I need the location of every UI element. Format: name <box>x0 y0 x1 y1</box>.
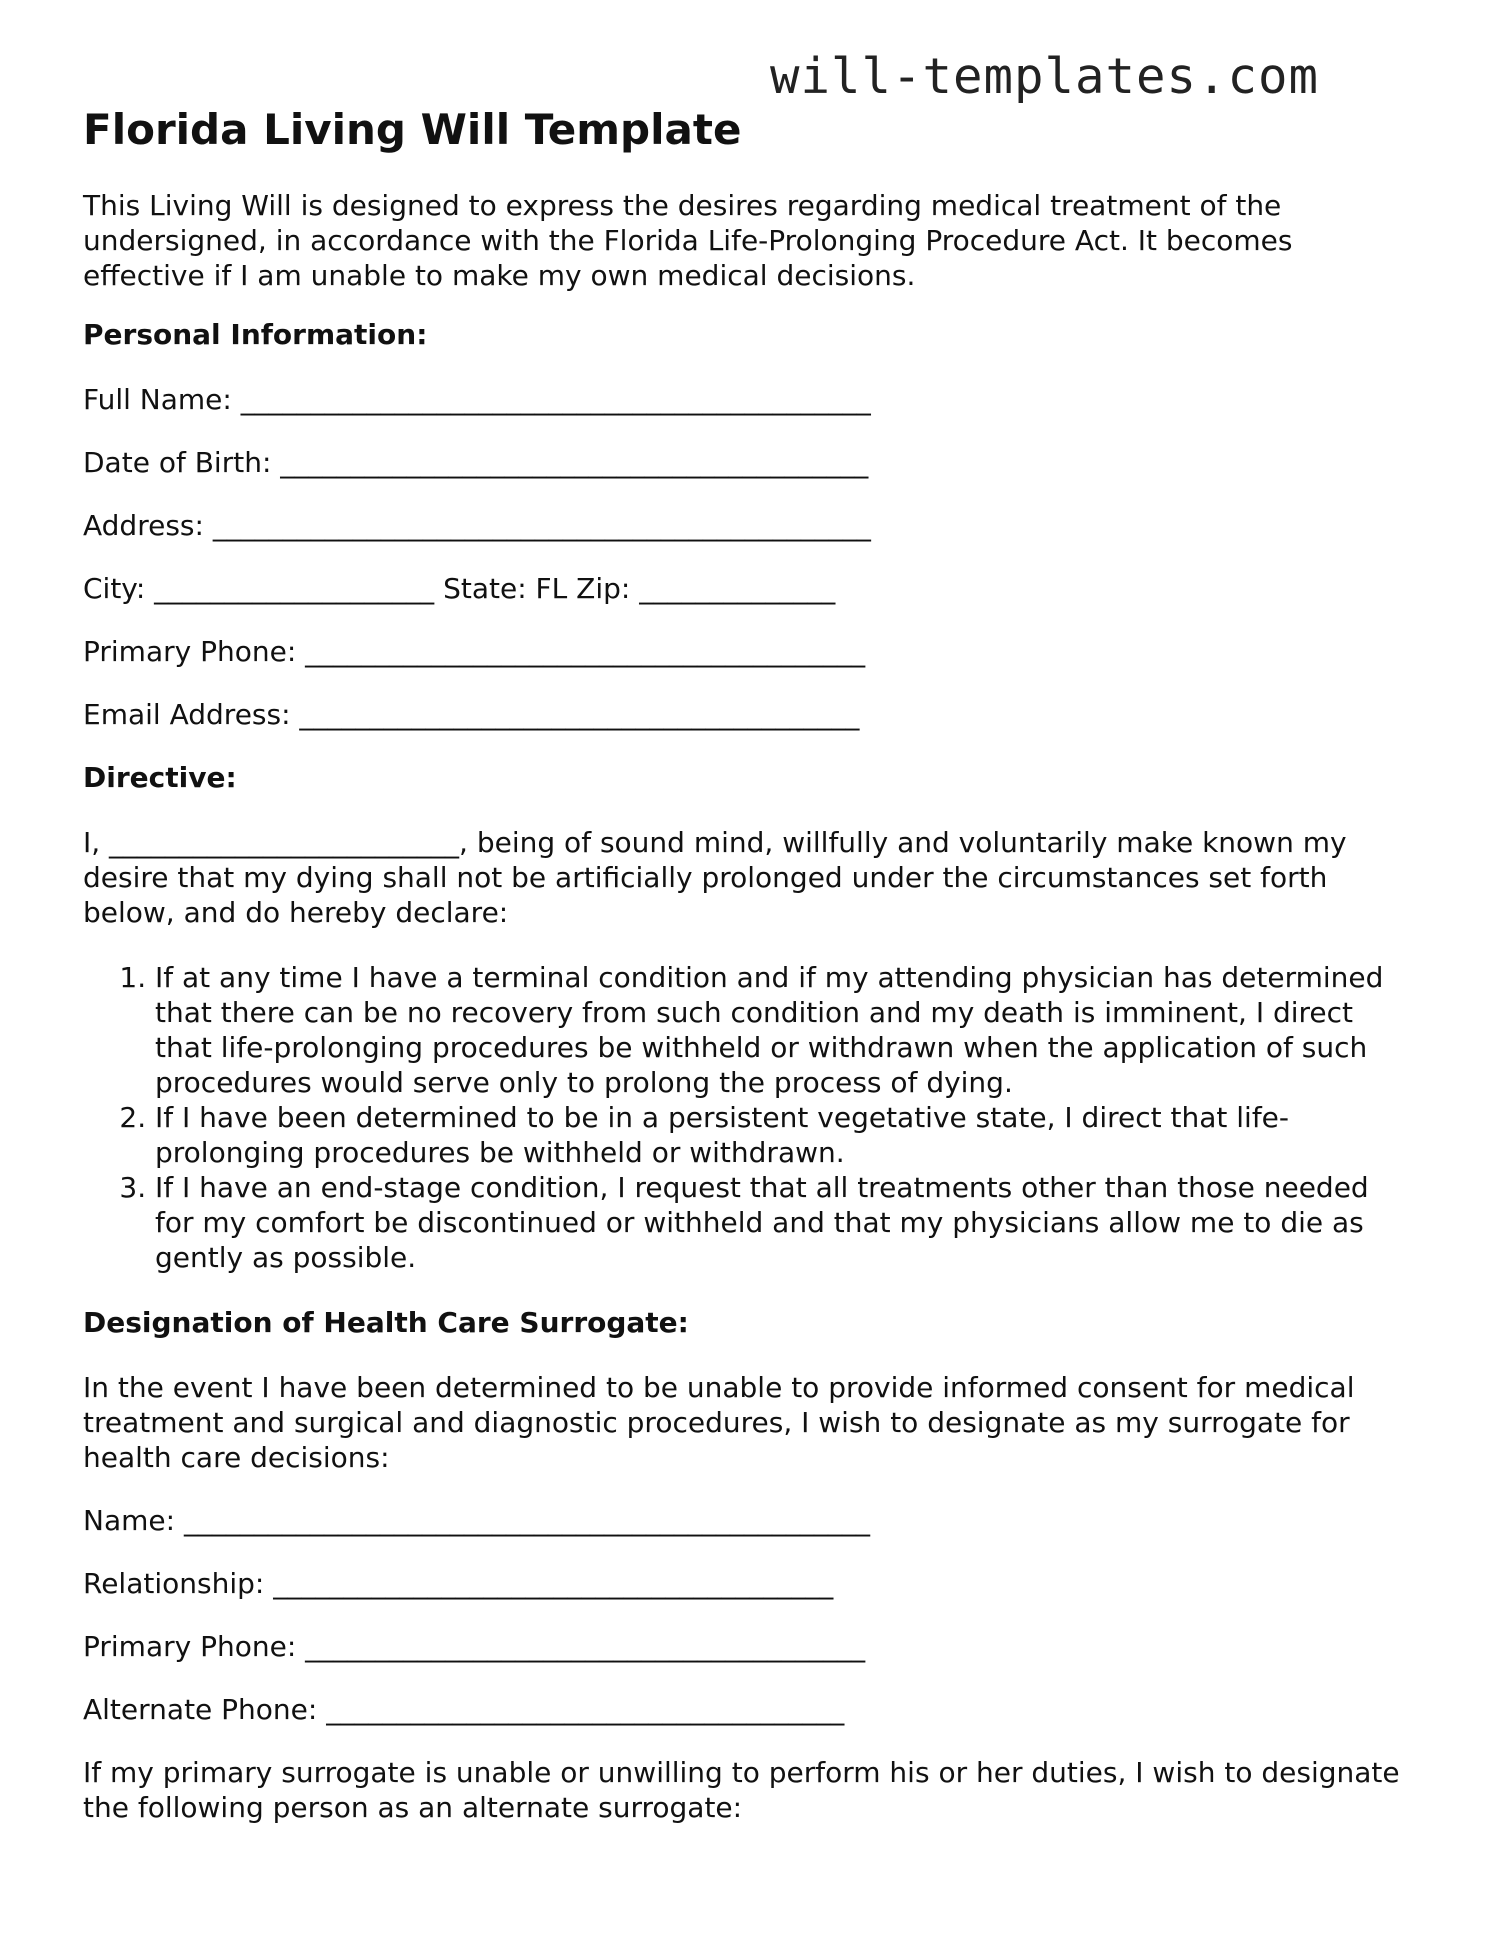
watermark-logo: will-templates.com <box>770 48 1320 105</box>
full-name-field[interactable]: Full Name: _____________________________________________ <box>83 383 871 416</box>
surrogate-alternate-phone-field[interactable]: Alternate Phone: _____________________________________ <box>83 1693 845 1726</box>
document-page <box>83 100 1413 1825</box>
personal-info-heading: Personal Information: <box>83 318 428 351</box>
surrogate-heading: Designation of Health Care Surrogate: <box>83 1306 689 1339</box>
directive-opening: I, _________________________, being of sound mind, willfully and voluntarily make known my desire that my dying shall not be artificially prolonged under the circumstances set forth below, and do hereby declare: <box>83 826 1347 929</box>
surrogate-name-field[interactable]: Name: _________________________________________________ <box>83 1504 870 1537</box>
surrogate-relationship-field[interactable]: Relationship: ________________________________________ <box>83 1567 834 1600</box>
email-address-field[interactable]: Email Address: ________________________________________ <box>83 698 860 731</box>
directive-list <box>83 960 1413 1275</box>
primary-phone-field[interactable]: Primary Phone: ________________________________________ <box>83 635 866 668</box>
directive-heading: Directive: <box>83 761 237 794</box>
city-state-zip-field[interactable]: City: ____________________ State: FL Zip: ______________ <box>83 572 836 605</box>
alternate-surrogate-intro: If my primary surrogate is unable or unwilling to perform his or her duties, I wish to designate the following person as an alternate surrogate: <box>83 1756 1400 1824</box>
page-title: Florida Living Will Template <box>83 105 742 154</box>
directive-item-1: 1. If at any time I have a terminal condition and if my attending physician has determined that there can be no recovery from such condition and my death is imminent, I direct that life-prolonging procedures be withheld or withdrawn when the application of such procedures would serve only to prolong the process of dying. <box>155 960 1413 1100</box>
surrogate-intro: In the event I have been determined to be unable to provide informed consent for medical treatment and surgical and diagnostic procedures, I wish to designate as my surrogate for health care decisions: <box>83 1371 1355 1474</box>
surrogate-primary-phone-field[interactable]: Primary Phone: ________________________________________ <box>83 1630 866 1663</box>
address-field[interactable]: Address: _______________________________________________ <box>83 509 871 542</box>
intro-paragraph: This Living Will is designed to express the desires regarding medical treatment of the undersigned, in accordance with the Florida Life-Prolonging Procedure Act. It becomes effective if I am unable to make my own medical decisions. <box>83 189 1293 292</box>
date-of-birth-field[interactable]: Date of Birth: __________________________________________ <box>83 446 869 479</box>
directive-item-3: 3. If I have an end-stage condition, I request that all treatments other than those needed for my comfort be discontinued or withheld and that my physicians allow me to die as gently as possible. <box>155 1170 1413 1275</box>
directive-item-2: 2. If I have been determined to be in a persistent vegetative state, I direct that life-prolonging procedures be withheld or withdrawn. <box>155 1100 1413 1170</box>
